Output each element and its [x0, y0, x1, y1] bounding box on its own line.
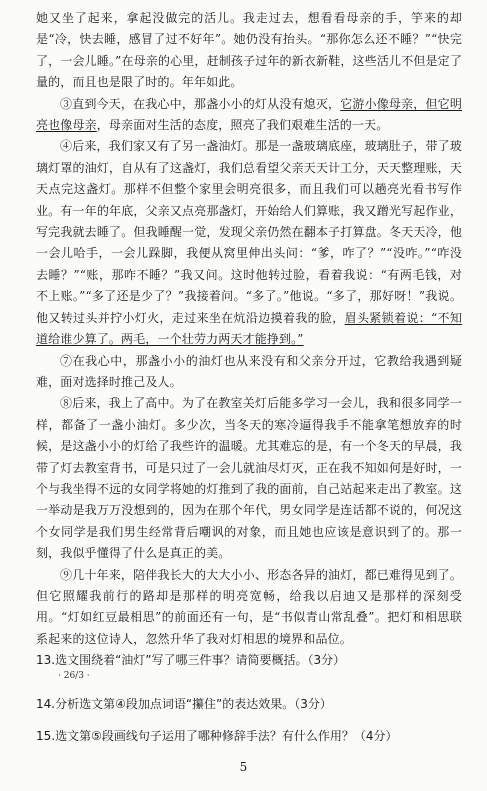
paragraph-4-text: ④后来，我们家又有了另一盏油灯。那是一盏玻璃底座，玻璃肚子，带了玻璃灯罩的油灯，自从有了这盏灯，我们总看望父亲天天计工分，天天整理账，天天点完这盏灯。那样不但整个家里会明亮很多，而且我们可以趟亮光看书写作业。有一年的年底，父亲又点亮那盏灯，开始给人们算账，我又蹭光写起作业，写完我就去睡了。但我睡醒一觉，发现父亲仍然在翻本子打算盘。冬天天冷，他一会儿哈手，一会儿跺脚，我便从窝里伸出头问：“爹，咋了？”“没咋。”“咋没去睡？”“账，那咋不睡？”我又问。这时他转过脸，看着我说：“有两毛钱，对不上账。”“多了还是少了？”我接着问。“多了。”他说。“多了，那好呀！”我说。他又转过头并拧小灯火，走过来坐在炕沿边摸着我的脸， [36, 139, 462, 325]
question-14: 14.分析选文第④段加点词语“攥住”的表达效果。（3分） [36, 697, 332, 712]
paragraph-3 [36, 94, 462, 137]
paragraph-8-text: ⑧后来，我上了高中。为了在教室关灯后能多学习一会儿，我和很多同学一样，都备了一盏小油灯。多少次，当冬天的寒冷逼得我手不能拿笔想放弃的时候，是这盏小小的灯给了我些许的温暖。尤其难忘的是，有一个冬天的早晨，我带了灯去教室背书，可是只过了一会儿就油尽灯灭，正在我不知如何是好时，一个与我坐得不远的女同学将她的灯推到了我的面前，自己站起来走出了教室。这一举动是我万万没想到的，因为在那个年代，男女同学是连话都不说的，何况这个女同学是我们男生经常背后嘲讽的对象，而且她也应该是意识到了的。那一刻，我似乎懂得了什么是真正的美。 [36, 396, 462, 561]
paragraph-7-text: ⑦在我心中，那盏小小的油灯也从来没有和父亲分开过，它教给我遇到疑难，面对选择时推己及人。 [36, 353, 462, 389]
question-15: 15.选文第⑤段画线句子运用了哪种修辞手法？有什么作用？（4分） [36, 729, 398, 744]
question-13: 13.选文围绕着“油灯”写了哪三件事？请简要概括。（3分） [36, 653, 346, 668]
reading-passage [36, 8, 462, 746]
paragraph-4 [36, 136, 462, 350]
paragraph-intro-text: 她又坐了起来，拿起没做完的活儿。我走过去，想看看母亲的手，竽来的却是“冷，快去睡，感冒了过不好年”。她仍没有抬头。“那你怎么还不睡？”“快完了，一会儿睡。”在母亲的心里，赶制孩子过年的新衣新鞋，这些活儿不但是定了量的，而且也是限了时的。年年如此。 [36, 11, 462, 90]
paragraph-8 [36, 393, 462, 564]
handwritten-note: · 26/3 · [58, 671, 90, 682]
paragraph-3-text-b: ，母亲面对生活的态度，照亮了我们艰难生活的一天。 [96, 118, 389, 133]
paragraph-7 [36, 351, 462, 394]
paragraph-3-underlined-sentence: 它游小像母亲，但它明亮也像母亲 [36, 96, 462, 133]
paragraph-9-text: ⑨几十年来，陪伴我长大的大大小小、形态各异的油灯，都已难得见到了。但它照耀我前行的路却是那样的明亮宽畅，给我以启迪又是那样的深刻受用。“灯如红豆最相思”的前面还有一句，是“书似青山常乱叠”。把灯和相思联系起来的这位诗人，忽然升华了我对灯相思的境界和品位。 [36, 567, 462, 646]
paragraph-intro [36, 8, 462, 94]
paragraph-4-underlined-sentence: 眉头紧锁着说：“不知道给谁少算了。两毛，一个壮劳力两天才能挣到。” [36, 310, 462, 347]
paragraph-3-text-a: ③直到今天，在我心中，那盏小小的灯从没有熄灭， [60, 96, 341, 111]
paragraph-9 [36, 565, 462, 651]
page-number: 5 [239, 760, 248, 774]
